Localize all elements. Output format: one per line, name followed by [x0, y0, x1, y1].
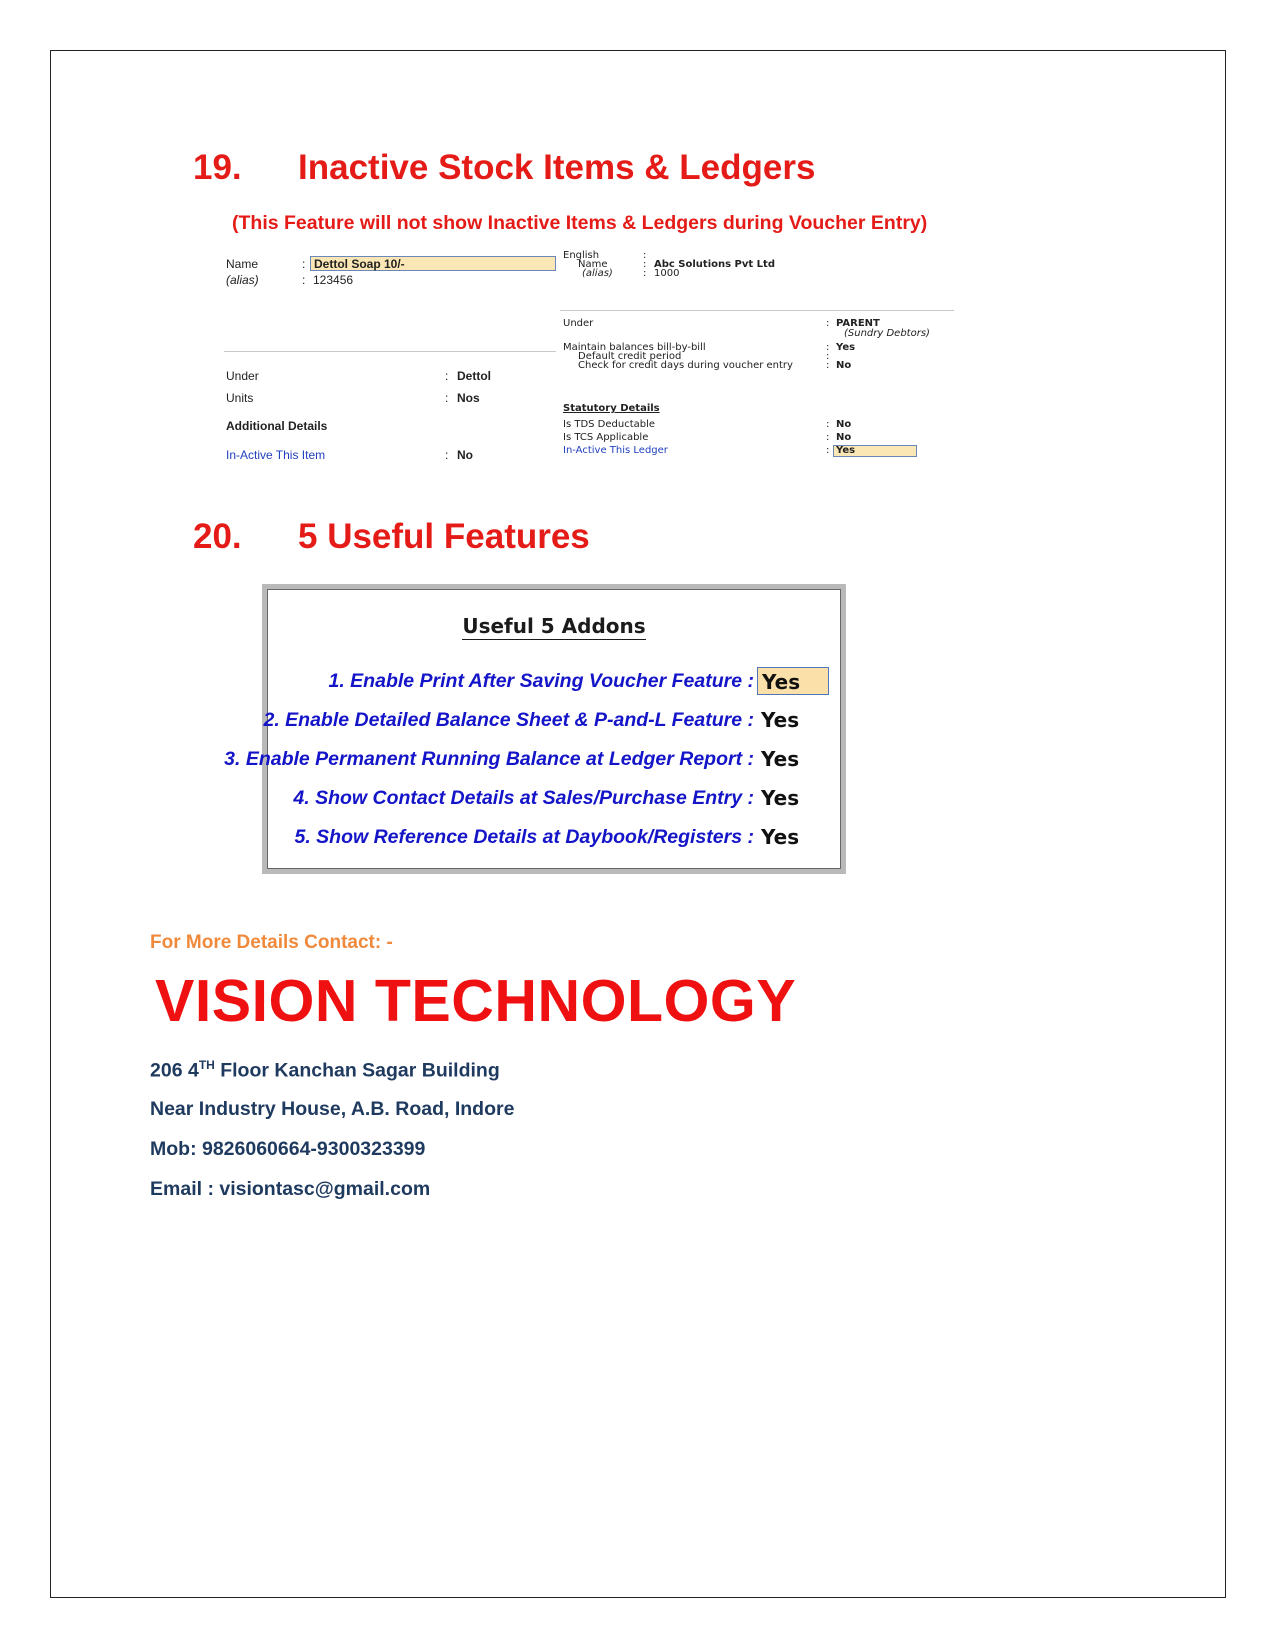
ledger-under-colon: : [826, 318, 830, 329]
tds-label: Is TDS Deductable [563, 419, 656, 430]
section-19-title: Inactive Stock Items & Ledgers [298, 148, 816, 187]
bill-by-bill-colon: : [826, 342, 830, 353]
useful-addons-screenshot [224, 584, 846, 874]
stock-alias-label: (alias) [226, 273, 259, 287]
addon-value-3[interactable]: Yes [761, 747, 800, 771]
ledger-name-value: Abc Solutions Pvt Ltd [654, 259, 775, 270]
stock-units-value: Nos [457, 391, 480, 405]
credit-period-label: Default credit period [578, 351, 682, 362]
stock-under-value: Dettol [457, 369, 491, 383]
ledger-inactive-field[interactable] [833, 445, 917, 457]
tds-value: No [836, 419, 852, 430]
credit-period-colon: : [826, 351, 830, 362]
ledger-language-colon: : [643, 250, 647, 261]
mobile-number: Mob: 9826060664-9300323399 [150, 1138, 426, 1160]
addon-value-1[interactable]: Yes [757, 667, 829, 695]
stock-inactive-label: In-Active This Item [226, 448, 326, 462]
addon-value-4[interactable]: Yes [761, 786, 800, 810]
tcs-label: Is TCS Applicable [563, 432, 649, 443]
company-name: VISION TECHNOLOGY [155, 968, 797, 1034]
ledger-inactive-colon: : [826, 445, 830, 456]
addon-label-4: 4. Show Contact Details at Sales/Purchase Entry : [293, 787, 754, 809]
stock-inactive-value: No [457, 448, 473, 462]
tcs-colon: : [826, 432, 830, 443]
addons-panel [224, 589, 841, 869]
addon-row-2 [263, 705, 834, 737]
inactive-items-screenshot [224, 250, 974, 478]
ledger-language: English [563, 250, 600, 261]
address-line-1: 206 4TH Floor Kanchan Sagar Building [150, 1058, 500, 1082]
ledger-divider [560, 310, 954, 311]
stock-under-colon: : [445, 369, 449, 383]
section-20-title: 5 Useful Features [298, 517, 590, 556]
addon-row-5 [274, 822, 834, 854]
stock-name-value: Dettol Soap 10/- [314, 257, 405, 271]
stock-alias-colon: : [302, 273, 306, 287]
ledger-alias-label: (alias) [582, 268, 613, 279]
tds-colon: : [826, 419, 830, 430]
addon-row-1 [274, 666, 834, 698]
addon-label-5: 5. Show Reference Details at Daybook/Registers : [294, 826, 754, 848]
section-19-heading [193, 148, 815, 188]
stock-under-label: Under [226, 369, 259, 383]
credit-days-label: Check for credit days during voucher entry [578, 360, 793, 371]
credit-days-colon: : [826, 360, 830, 371]
addon-label-1: 1. Enable Print After Saving Voucher Feature : [328, 670, 754, 692]
bill-by-bill-label: Maintain balances bill-by-bill [563, 342, 706, 353]
addon-value-5[interactable]: Yes [761, 825, 800, 849]
section-20-number: 20. [193, 517, 242, 556]
statutory-details-heading: Statutory Details [563, 403, 660, 414]
stock-alias-value: 123456 [313, 273, 354, 287]
section-19-number: 19. [193, 148, 242, 187]
stock-name-label: Name [226, 257, 259, 271]
section-20-heading [193, 517, 590, 557]
addons-panel-title: Useful 5 Addons [462, 614, 646, 638]
addon-label-2: 2. Enable Detailed Balance Sheet & P-and-L Feature : [263, 709, 754, 731]
stock-inactive-colon: : [445, 448, 449, 462]
bill-by-bill-value: Yes [836, 342, 856, 353]
stock-name-colon: : [302, 257, 306, 271]
contact-lead: For More Details Contact: - [150, 932, 393, 953]
ledger-under-value: PARENT [836, 318, 880, 329]
tcs-value: No [836, 432, 852, 443]
stock-units-colon: : [445, 391, 449, 405]
email-address[interactable]: Email : visiontasc@gmail.com [150, 1178, 431, 1200]
address-line-2: Near Industry House, A.B. Road, Indore [150, 1098, 515, 1120]
additional-details-heading: Additional Details [226, 419, 328, 433]
address-floor-suffix: TH [198, 1058, 215, 1072]
ledger-under-group: (Sundry Debtors) [844, 328, 930, 339]
stock-name-field[interactable] [310, 256, 556, 271]
ledger-inactive-label: In-Active This Ledger [563, 445, 668, 456]
addon-row-3 [224, 744, 834, 776]
ledger-alias-value: 1000 [654, 268, 680, 279]
section-19-note: (This Feature will not show Inactive Items & Ledgers during Voucher Entry) [232, 212, 928, 234]
stock-units-label: Units [226, 391, 254, 405]
credit-days-value: No [836, 360, 852, 371]
ledger-inactive-value: Yes [836, 445, 856, 456]
ledger-name-colon: : [643, 259, 647, 270]
ledger-name-label: Name [578, 259, 608, 270]
stock-divider [224, 351, 556, 352]
addon-label-3: 3. Enable Permanent Running Balance at Ledger Report : [224, 748, 754, 770]
addon-value-2[interactable]: Yes [761, 708, 800, 732]
ledger-under-label: Under [563, 318, 594, 329]
addon-row-4 [274, 783, 834, 815]
ledger-alias-colon: : [643, 268, 647, 279]
